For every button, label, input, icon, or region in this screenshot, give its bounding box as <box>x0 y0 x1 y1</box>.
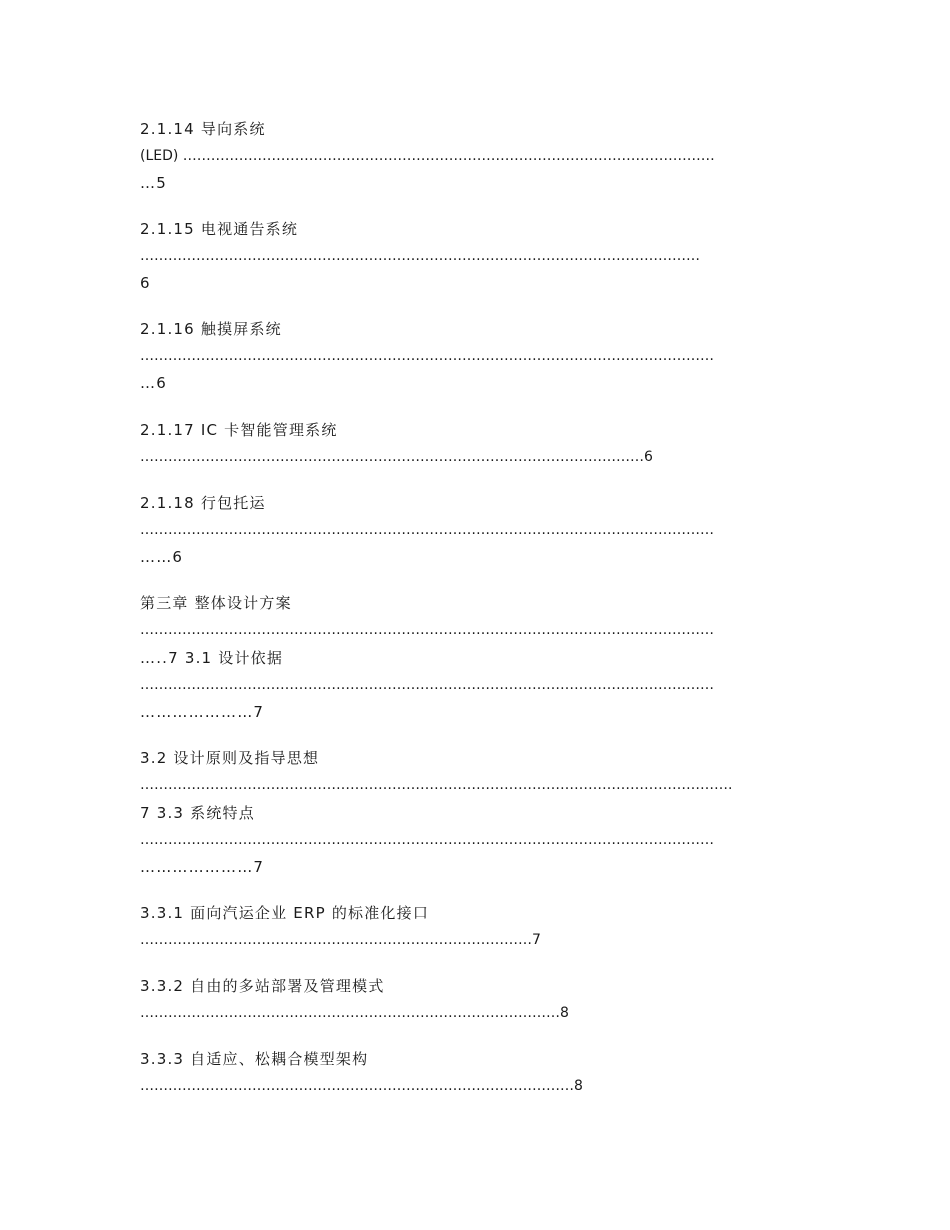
toc-leader-dots: …………………………………………………………………………………8 <box>140 1078 583 1094</box>
toc-entry-title: 3.3.2 自由的多站部署及管理模式 <box>140 977 385 995</box>
toc-leader-dots: …………………………………………………………………………………………………………… <box>140 832 714 848</box>
toc-leader-dots: …………………………………………………………………………………………………………… <box>140 622 714 638</box>
toc-page-number: 6 <box>140 274 151 292</box>
toc-leader-dots: (LED) …………………………………………………………………………………………………… <box>140 148 715 164</box>
toc-page-number: …5 <box>140 174 167 192</box>
toc-page-number: …………………7 <box>140 858 265 876</box>
toc-page-number: …6 <box>140 374 167 392</box>
toc-leader-dots: ………………………………………………………………………………8 <box>140 1005 569 1021</box>
toc-entry-title: 2.1.16 触摸屏系统 <box>140 320 282 338</box>
toc-page-number: 7 3.3 系统特点 <box>140 804 255 822</box>
toc-entry-title: 2.1.17 IC 卡智能管理系统 <box>140 421 338 439</box>
toc-leader-dots: …………………………………………………………………………7 <box>140 932 541 948</box>
toc-entry-title: 3.2 设计原则及指导思想 <box>140 749 320 767</box>
toc-leader-dots: …………………………………………………………………………………………………………… <box>140 522 714 538</box>
toc-entry-title: 2.1.14 导向系统 <box>140 120 266 138</box>
toc-entry-title: 3.3.1 面向汽运企业 ERP 的标准化接口 <box>140 904 430 922</box>
toc-leader-dots: ………………………………………………………………………………………………6 <box>140 449 653 465</box>
toc-entry-title: 第三章 整体设计方案 <box>140 594 292 612</box>
toc-leader-dots: ………………………………………………………………………………………………………………. <box>140 777 733 793</box>
toc-page-number: …………………7 <box>140 703 265 721</box>
toc-entry-title: 2.1.15 电视通告系统 <box>140 220 299 238</box>
toc-page-number: ……6 <box>140 548 184 566</box>
toc-entry-title: 3.3.3 自适应、松耦合模型架构 <box>140 1050 369 1068</box>
toc-page-number: …..7 3.1 设计依据 <box>140 649 284 667</box>
toc-leader-dots: ………………………………………………………………………………………………………… <box>140 248 700 264</box>
toc-leader-dots: …………………………………………………………………………………………………………… <box>140 348 714 364</box>
toc-leader-dots: …………………………………………………………………………………………………………… <box>140 677 714 693</box>
toc-entry-title: 2.1.18 行包托运 <box>140 494 266 512</box>
